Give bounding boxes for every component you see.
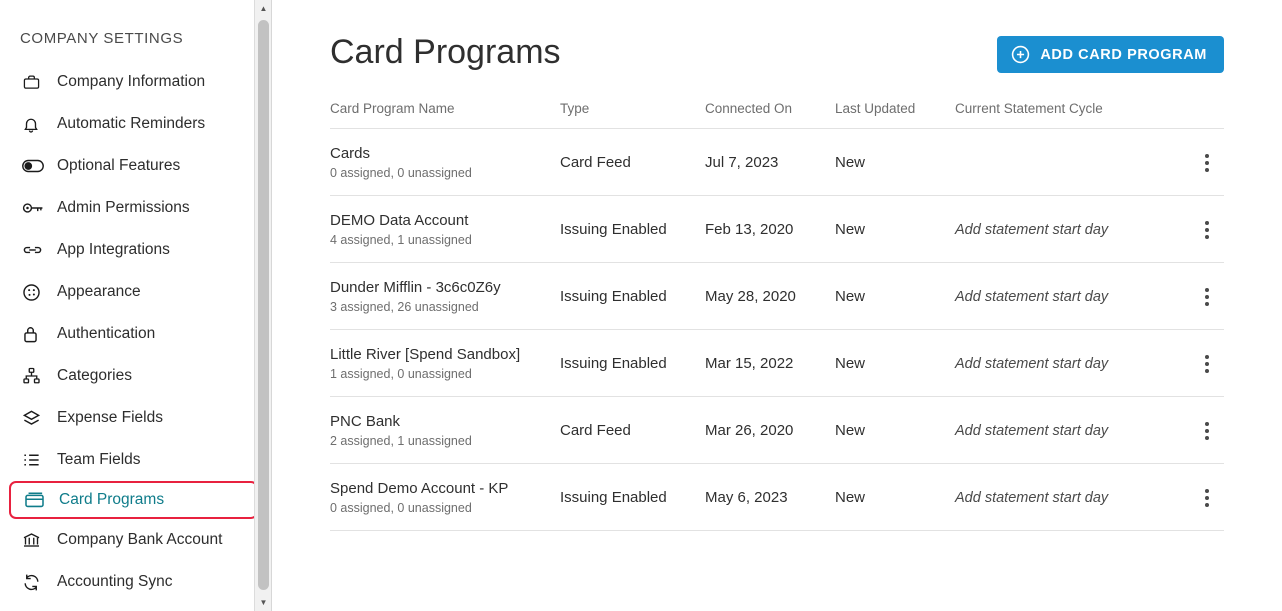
sidebar-content (0, 0, 271, 603)
program-assignment-summary: 0 assigned, 0 unassigned (330, 501, 472, 515)
add-statement-start-day-link[interactable]: Add statement start day (955, 289, 1109, 305)
column-header-type: Type (560, 101, 705, 129)
sidebar-item-expense-fields[interactable] (0, 397, 271, 439)
page-header (330, 26, 1224, 73)
table-row[interactable] (330, 330, 1224, 397)
card-programs-table (330, 101, 1224, 531)
plus-circle-icon (1011, 45, 1030, 64)
sidebar-item-label: Optional Features (57, 157, 181, 174)
program-assignment-summary: 2 assigned, 1 unassigned (330, 434, 472, 448)
sidebar-item-label: Expense Fields (57, 409, 163, 426)
cell-actions (1184, 129, 1224, 196)
cell-card-program-name (330, 330, 560, 397)
cell-card-program-name (330, 263, 560, 330)
table-row[interactable] (330, 464, 1224, 531)
column-header-current-statement-cycle: Current Statement Cycle (955, 101, 1184, 129)
sidebar-item-company-bank-account[interactable] (0, 519, 271, 561)
cell-connected-on: Mar 15, 2022 (705, 330, 835, 397)
add-statement-start-day-link[interactable]: Add statement start day (955, 222, 1109, 238)
cell-card-program-name (330, 464, 560, 531)
cell-card-program-name (330, 129, 560, 196)
table-row[interactable] (330, 196, 1224, 263)
cell-type: Card Feed (560, 397, 705, 464)
table-row[interactable] (330, 129, 1224, 196)
cell-statement-cycle (955, 263, 1184, 330)
card-stack-icon (24, 489, 50, 511)
cell-statement-cycle (955, 129, 1184, 196)
sidebar-item-label: Appearance (57, 283, 141, 300)
sidebar-item-card-programs[interactable] (9, 481, 258, 519)
sidebar-scrollbar[interactable] (254, 0, 271, 611)
cell-last-updated: New (835, 129, 955, 196)
scroll-down-arrow-icon[interactable]: ▼ (255, 594, 272, 611)
program-assignment-summary: 1 assigned, 0 unassigned (330, 367, 472, 381)
cell-last-updated: New (835, 196, 955, 263)
cell-type: Issuing Enabled (560, 263, 705, 330)
sidebar-item-label: Card Programs (59, 491, 165, 508)
table-row[interactable] (330, 397, 1224, 464)
add-card-program-label: ADD CARD PROGRAM (1040, 46, 1207, 63)
cell-type: Issuing Enabled (560, 464, 705, 531)
toggle-icon (22, 155, 48, 177)
cell-last-updated: New (835, 330, 955, 397)
sync-icon (22, 571, 48, 593)
cell-actions (1184, 464, 1224, 531)
cell-statement-cycle (955, 397, 1184, 464)
sidebar-item-authentication[interactable] (0, 313, 271, 355)
sidebar-item-team-fields[interactable] (0, 439, 271, 481)
cell-type: Issuing Enabled (560, 330, 705, 397)
row-menu-icon[interactable] (1196, 221, 1218, 239)
cell-actions (1184, 196, 1224, 263)
lock-icon (22, 323, 48, 345)
sidebar-item-company-information[interactable] (0, 61, 271, 103)
sidebar-item-admin-permissions[interactable] (0, 187, 271, 229)
cell-statement-cycle (955, 196, 1184, 263)
column-header-actions (1184, 101, 1224, 129)
cell-statement-cycle (955, 464, 1184, 531)
table-header-row (330, 101, 1224, 129)
add-statement-start-day-link[interactable]: Add statement start day (955, 423, 1109, 439)
column-header-connected-on: Connected On (705, 101, 835, 129)
column-header-last-updated: Last Updated (835, 101, 955, 129)
sidebar-item-label: Company Bank Account (57, 531, 223, 548)
table-body (330, 129, 1224, 531)
add-card-program-button[interactable] (997, 36, 1224, 73)
program-name: Cards (330, 145, 371, 162)
cell-connected-on: May 6, 2023 (705, 464, 835, 531)
cell-actions (1184, 263, 1224, 330)
hierarchy-icon (22, 365, 48, 387)
main-content (272, 0, 1282, 611)
page-title: Card Programs (330, 33, 561, 71)
program-name: PNC Bank (330, 413, 401, 430)
sidebar-item-accounting-sync[interactable] (0, 561, 271, 603)
palette-icon (22, 281, 48, 303)
briefcase-icon (22, 71, 48, 93)
sidebar-item-label: App Integrations (57, 241, 170, 258)
sidebar-item-label: Company Information (57, 73, 206, 90)
sidebar-item-categories[interactable] (0, 355, 271, 397)
row-menu-icon[interactable] (1196, 154, 1218, 172)
sidebar-item-label: Authentication (57, 325, 156, 342)
program-name: Dunder Mifflin - 3c6c0Z6y (330, 279, 501, 296)
bell-icon (22, 113, 48, 135)
cell-last-updated: New (835, 263, 955, 330)
scrollbar-thumb[interactable] (258, 20, 269, 590)
sidebar-item-optional-features[interactable] (0, 145, 271, 187)
key-icon (22, 197, 48, 219)
cell-type: Issuing Enabled (560, 196, 705, 263)
cell-last-updated: New (835, 464, 955, 531)
cell-card-program-name (330, 196, 560, 263)
row-menu-icon[interactable] (1196, 288, 1218, 306)
table-row[interactable] (330, 263, 1224, 330)
column-header-card-program-name: Card Program Name (330, 101, 560, 129)
list-icon (22, 449, 48, 471)
program-name: Spend Demo Account - KP (330, 480, 509, 497)
program-name: Little River [Spend Sandbox] (330, 346, 521, 363)
row-menu-icon[interactable] (1196, 355, 1218, 373)
cell-connected-on: Jul 7, 2023 (705, 129, 835, 196)
sidebar-title: COMPANY SETTINGS (20, 30, 184, 47)
sidebar-item-automatic-reminders[interactable] (0, 103, 271, 145)
cell-type: Card Feed (560, 129, 705, 196)
sidebar-item-label: Categories (57, 367, 132, 384)
program-assignment-summary: 0 assigned, 0 unassigned (330, 166, 472, 180)
bank-icon (22, 529, 48, 551)
sidebar (0, 0, 272, 611)
table-header (330, 101, 1224, 129)
cell-statement-cycle (955, 330, 1184, 397)
cell-card-program-name (330, 397, 560, 464)
add-statement-start-day-link[interactable]: Add statement start day (955, 356, 1109, 372)
cell-actions (1184, 397, 1224, 464)
sidebar-item-label: Admin Permissions (57, 199, 190, 216)
program-assignment-summary: 3 assigned, 26 unassigned (330, 300, 479, 314)
add-statement-start-day-link[interactable]: Add statement start day (955, 490, 1109, 506)
row-menu-icon[interactable] (1196, 422, 1218, 440)
sidebar-item-appearance[interactable] (0, 271, 271, 313)
cell-connected-on: May 28, 2020 (705, 263, 835, 330)
scroll-up-arrow-icon[interactable]: ▲ (255, 0, 272, 17)
sidebar-item-label: Automatic Reminders (57, 115, 206, 132)
program-name: DEMO Data Account (330, 212, 469, 229)
cell-connected-on: Mar 26, 2020 (705, 397, 835, 464)
sidebar-item-app-integrations[interactable] (0, 229, 271, 271)
sidebar-item-label: Accounting Sync (57, 573, 173, 590)
link-icon (22, 239, 48, 261)
program-assignment-summary: 4 assigned, 1 unassigned (330, 233, 472, 247)
cell-connected-on: Feb 13, 2020 (705, 196, 835, 263)
cell-actions (1184, 330, 1224, 397)
layers-icon (22, 407, 48, 429)
sidebar-item-label: Team Fields (57, 451, 141, 468)
row-menu-icon[interactable] (1196, 489, 1218, 507)
cell-last-updated: New (835, 397, 955, 464)
